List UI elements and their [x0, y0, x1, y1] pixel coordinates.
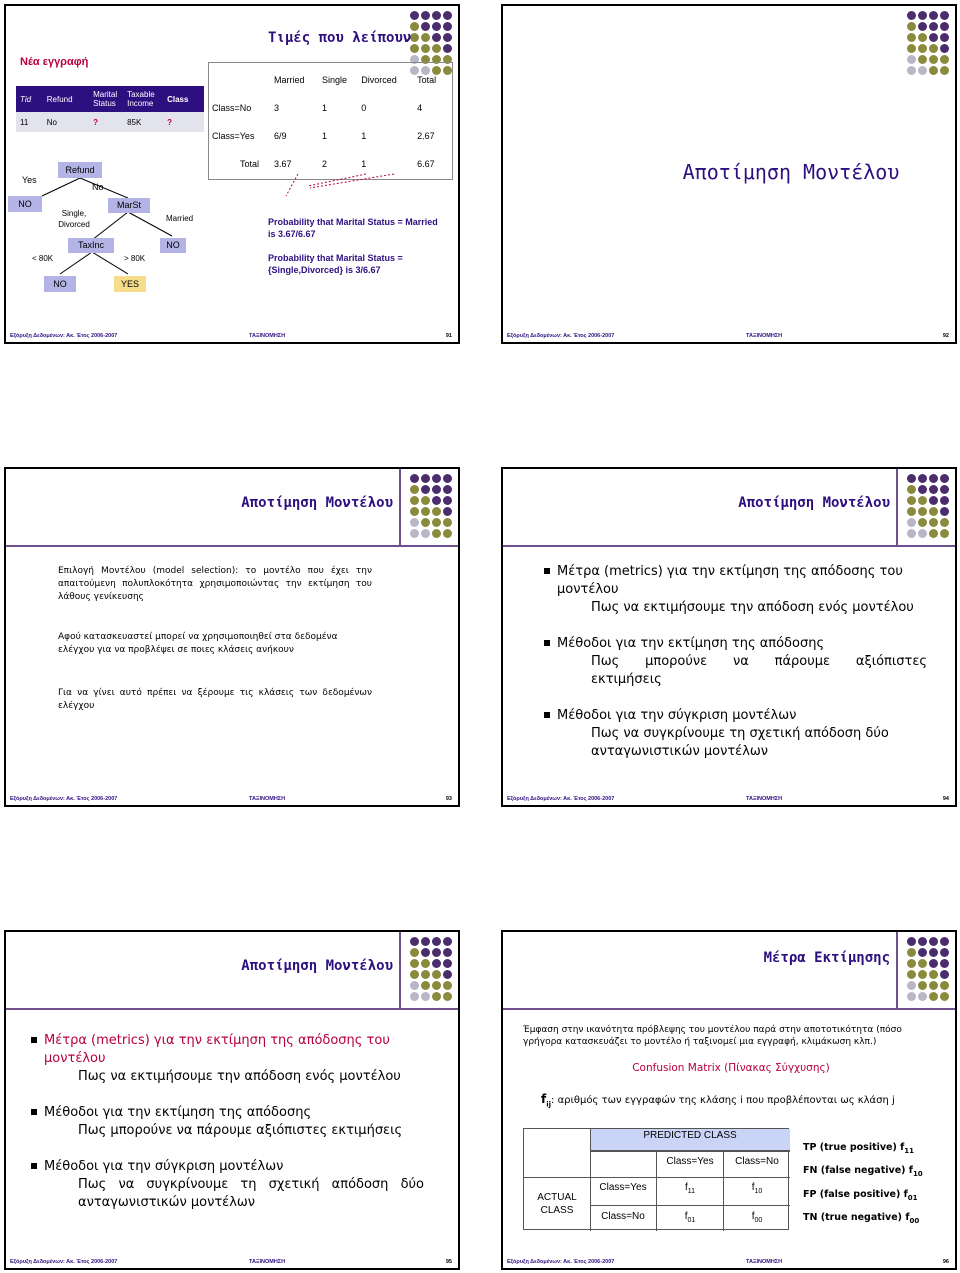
footer-course: Εξόρυξη Δεδομένων: Ακ. Έτος 2006-2007: [10, 1259, 118, 1265]
cell-f01-sub: 01: [687, 1217, 696, 1224]
footer-topic: ΤΑΞΙΝΟΜΗΣΗ: [249, 1259, 286, 1265]
dot-icon: [907, 507, 916, 516]
dot-icon: [443, 948, 452, 957]
dot-icon: [918, 33, 927, 42]
confusion-legend: [803, 1138, 953, 1232]
tree-edge-yes: Yes: [22, 175, 37, 185]
missing-row-label: Total: [240, 159, 260, 169]
dot-icon: [929, 55, 938, 64]
slide-footer: [503, 332, 955, 342]
dot-icon: [421, 981, 430, 990]
dot-icon: [918, 529, 927, 538]
bullet-metrics: Μέτρα (metrics) για την εκτίμηση της απόδοσης του μοντέλου: [543, 563, 927, 599]
dot-icon: [421, 529, 430, 538]
bullet-metrics: Μέτρα (metrics) για την εκτίμηση της απόδοσης του μοντέλου: [30, 1032, 424, 1068]
col-class-yes: Class=Yes: [666, 1156, 714, 1167]
tree-leaf-yes: YES: [114, 276, 146, 292]
legend-tp: [803, 1138, 953, 1161]
confusion-matrix-title: Confusion Matrix (Πίνακας Σύγχυσης): [632, 1062, 830, 1074]
dot-icon: [907, 937, 916, 946]
dot-icon: [907, 959, 916, 968]
dot-icon: [432, 937, 441, 946]
legend-fn-text: FN (false negative) f: [803, 1165, 913, 1177]
confusion-matrix: [523, 1128, 789, 1230]
tree-leaf-no: NO: [8, 196, 42, 212]
matrix-divider: [590, 1205, 790, 1206]
dot-icon: [410, 937, 419, 946]
dot-icon: [918, 66, 927, 75]
dot-icon: [907, 11, 916, 20]
missing-header-married: Married: [274, 75, 305, 85]
dot-icon: [918, 22, 927, 31]
dot-icon: [929, 507, 938, 516]
dot-icon: [410, 507, 419, 516]
dot-icon: [929, 948, 938, 957]
dot-icon: [929, 11, 938, 20]
dot-icon: [432, 474, 441, 483]
dot-icon: [421, 948, 430, 957]
dot-icon: [421, 507, 430, 516]
header-divider-vertical: [896, 469, 898, 545]
missing-cell: 3: [274, 103, 280, 113]
legend-fp-sub: 01: [907, 1193, 918, 1202]
record-header-income: Taxable Income: [127, 90, 155, 108]
dot-icon: [918, 992, 927, 1001]
dot-icon: [940, 11, 949, 20]
slide-title: Μέτρα Εκτίμησης: [763, 950, 890, 966]
tree-leaf-no: NO: [160, 238, 186, 253]
header-divider-horizontal: [6, 1008, 458, 1010]
dot-icon: [940, 66, 949, 75]
dot-icon: [432, 992, 441, 1001]
probability-married-text: Probability that Marital Status = Married is 3.67/6.67: [268, 217, 438, 239]
dot-icon: [443, 529, 452, 538]
dot-icon: [940, 485, 949, 494]
missing-cell: 2: [321, 159, 327, 169]
legend-tp-sub: 11: [904, 1146, 915, 1155]
footer-page-number: 92: [942, 333, 949, 339]
record-cell-refund: No: [46, 117, 57, 127]
bullet-estimation-sub: Πως μπορούνε να πάρουμε αξιόπιστες εκτιμήσεις: [78, 1123, 403, 1138]
dot-icon: [918, 44, 927, 53]
dot-icon: [907, 485, 916, 494]
slide-94: [501, 467, 957, 807]
dot-icon: [907, 22, 916, 31]
bullet-estimation-methods: Μέθοδοι για την εκτίμηση της απόδοσης: [543, 635, 927, 653]
dot-icon: [421, 959, 430, 968]
slide-93: [4, 467, 460, 807]
fij-definition-text: : αριθμός των εγγραφών της κλάσης i που προβλέπονται ως κλάση j: [551, 1095, 895, 1106]
footer-page-number: 94: [942, 796, 949, 802]
dot-icon: [940, 44, 949, 53]
dot-icon: [929, 937, 938, 946]
footer-page-number: 93: [445, 796, 452, 802]
missing-cell: 4: [417, 103, 423, 113]
dot-icon: [940, 496, 949, 505]
row-class-no: Class=No: [601, 1211, 645, 1222]
cell-f00: $f_{00}$: [751, 1211, 763, 1224]
missing-row-label: Class=No: [212, 103, 252, 113]
footer-course: Εξόρυξη Δεδομένων: Ακ. Έτος 2006-2007: [507, 333, 615, 339]
legend-fp-text: FP (false positive) f: [803, 1188, 908, 1200]
dot-icon: [940, 981, 949, 990]
missing-header-total: Total: [417, 75, 437, 85]
missing-cell: 1: [321, 131, 327, 141]
dot-icon: [918, 485, 927, 494]
decorative-dots-icon: [907, 474, 949, 538]
footer-topic: ΤΑΞΙΝΟΜΗΣΗ: [249, 333, 286, 339]
dot-icon: [432, 518, 441, 527]
matrix-divider: [590, 1151, 790, 1152]
tree-edge-lt80: < 80K: [32, 254, 54, 263]
footer-course: Εξόρυξη Δεδομένων: Ακ. Έτος 2006-2007: [10, 333, 118, 339]
missing-cell: 0: [361, 103, 367, 113]
dot-icon: [421, 474, 430, 483]
fij-symbol: $f_{ij}$: [541, 1092, 552, 1109]
dot-icon: [410, 474, 419, 483]
dot-icon: [410, 981, 419, 990]
dot-icon: [929, 66, 938, 75]
dot-icon: [443, 937, 452, 946]
legend-fn: [803, 1161, 953, 1184]
dot-icon: [443, 981, 452, 990]
dot-icon: [907, 981, 916, 990]
missing-row-label: Class=Yes: [212, 131, 255, 141]
paragraph-know-classes: Για να γίνει αυτό πρέπει να ξέρουμε τις κλάσεις των δεδομένων ελέγχου: [58, 688, 372, 711]
tree-edge-single-divorced: Single, Divorced: [58, 209, 90, 229]
cell-f10-sub: 10: [754, 1188, 763, 1195]
matrix-divider: [590, 1177, 790, 1178]
tree-edge-married: Married: [166, 214, 194, 223]
dot-icon: [907, 33, 916, 42]
tree-edge-no: No: [92, 182, 104, 192]
record-cell-marital: ?: [93, 117, 98, 127]
dot-icon: [421, 992, 430, 1001]
header-divider-horizontal: [503, 1008, 955, 1010]
dot-icon: [410, 959, 419, 968]
record-header-class: Class: [167, 94, 189, 104]
dot-icon: [929, 981, 938, 990]
dot-icon: [929, 496, 938, 505]
missing-header-divorced: Divorced: [361, 75, 397, 85]
cell-f10: $f_{10}$: [751, 1182, 763, 1195]
bullet-estimation-sub: Πως μπορούνε να πάρουμε αξιόπιστες εκτιμήσεις: [591, 654, 927, 687]
dot-icon: [907, 992, 916, 1001]
record-header-marital: Marital Status: [93, 90, 118, 108]
missing-cell: 3.67: [274, 159, 292, 169]
probability-single-divorced-text: Probability that Marital Status ={Single,Divorced} is 3/6.67: [268, 253, 403, 275]
tree-leaf-no: NO: [44, 276, 76, 292]
legend-tp-text: TP (true positive) f: [803, 1142, 905, 1153]
missing-cell: 1: [361, 159, 367, 169]
cell-f11: $f_{11}$: [684, 1182, 696, 1195]
bullet-comparison-sub: Πως να συγκρίνουμε τη σχετική απόδοση δύο ανταγωνιστικών μοντέλων: [591, 726, 889, 759]
fij-definition: [541, 1092, 951, 1108]
footer-course: Εξόρυξη Δεδομένων: Ακ. Έτος 2006-2007: [507, 796, 615, 802]
dot-icon: [443, 507, 452, 516]
dot-icon: [410, 496, 419, 505]
slide-title: Αποτίμηση Μοντέλου: [738, 495, 890, 511]
footer-course: Εξόρυξη Δεδομένων: Ακ. Έτος 2006-2007: [507, 1259, 615, 1265]
dot-icon: [443, 959, 452, 968]
decorative-dots-icon: [410, 937, 452, 1001]
metrics-list: [543, 563, 927, 761]
slide-footer: [6, 795, 458, 805]
dot-icon: [918, 507, 927, 516]
dot-icon: [940, 507, 949, 516]
footer-topic: ΤΑΞΙΝΟΜΗΣΗ: [746, 796, 783, 802]
dot-icon: [907, 948, 916, 957]
footer-topic: ΤΑΞΙΝΟΜΗΣΗ: [746, 1259, 783, 1265]
dot-icon: [918, 518, 927, 527]
decorative-dots-icon: [907, 11, 949, 75]
dot-icon: [907, 66, 916, 75]
dot-icon: [907, 529, 916, 538]
dot-icon: [918, 959, 927, 968]
dot-icon: [421, 518, 430, 527]
dot-icon: [929, 518, 938, 527]
slide-footer: [6, 332, 458, 342]
record-cell-income: 85K: [127, 117, 142, 127]
dot-icon: [907, 44, 916, 53]
slide-footer: [6, 1258, 458, 1268]
tree-node-taxinc: TaxInc: [68, 238, 114, 253]
dot-icon: [929, 992, 938, 1001]
header-divider-vertical: [399, 469, 401, 545]
dot-icon: [918, 11, 927, 20]
bullet-comparison-methods: Μέθοδοι για την σύγκριση μοντέλων: [30, 1158, 424, 1176]
dot-icon: [940, 948, 949, 957]
footer-topic: ΤΑΞΙΝΟΜΗΣΗ: [746, 333, 783, 339]
dot-icon: [432, 529, 441, 538]
dot-icon: [421, 970, 430, 979]
slide-footer: [503, 1258, 955, 1268]
bullet-metrics-sub: Πως να εκτιμήσουμε την απόδοση ενός μοντέλου: [591, 600, 914, 615]
slide-title: Αποτίμηση Μοντέλου: [682, 160, 900, 184]
dot-icon: [907, 55, 916, 64]
header-divider-horizontal: [6, 545, 458, 547]
record-cell-tid: 11: [20, 117, 29, 127]
dot-icon: [410, 518, 419, 527]
dot-icon: [907, 518, 916, 527]
header-divider-vertical: [896, 932, 898, 1008]
dot-icon: [940, 992, 949, 1001]
dot-icon: [918, 496, 927, 505]
footer-page-number: 96: [942, 1259, 949, 1265]
footer-course: Εξόρυξη Δεδομένων: Ακ. Έτος 2006-2007: [10, 796, 118, 802]
metrics-list: [30, 1032, 424, 1212]
dot-icon: [929, 33, 938, 42]
dot-icon: [432, 507, 441, 516]
dot-icon: [929, 959, 938, 968]
dot-icon: [907, 970, 916, 979]
dot-icon: [918, 937, 927, 946]
dot-icon: [940, 22, 949, 31]
dot-icon: [432, 959, 441, 968]
dot-icon: [443, 474, 452, 483]
dot-icon: [940, 518, 949, 527]
dot-icon: [432, 981, 441, 990]
slide-92: [501, 4, 957, 344]
dot-icon: [940, 959, 949, 968]
paragraph-apply-test-data: Αφού κατασκευαστεί μπορεί να χρησιμοποιηθεί στα δεδομένα ελέγχου για να προβλέψει σε ποιες κλάσεις ανήκουν: [58, 632, 338, 655]
legend-fp: [803, 1185, 953, 1208]
dot-icon: [918, 948, 927, 957]
missing-header-single: Single: [321, 75, 347, 85]
footer-page-number: 91: [445, 333, 452, 339]
cell-f01: $f_{01}$: [684, 1211, 696, 1224]
slide-footer: [503, 795, 955, 805]
col-class-no: Class=No: [735, 1156, 779, 1167]
cell-f00-sub: 00: [754, 1217, 763, 1224]
dot-icon: [940, 33, 949, 42]
bullet-metrics-sub: Πως να εκτιμήσουμε την απόδοση ενός μοντέλου: [78, 1069, 401, 1084]
dot-icon: [929, 485, 938, 494]
dot-icon: [443, 485, 452, 494]
record-header-refund: Refund: [46, 94, 73, 104]
header-divider-vertical: [399, 932, 401, 1008]
dot-icon: [918, 55, 927, 64]
footer-topic: ΤΑΞΙΝΟΜΗΣΗ: [249, 796, 286, 802]
dot-icon: [410, 485, 419, 494]
dot-icon: [410, 970, 419, 979]
dot-icon: [432, 485, 441, 494]
dot-icon: [940, 55, 949, 64]
dot-icon: [432, 948, 441, 957]
dot-icon: [940, 529, 949, 538]
slide-96: [501, 930, 957, 1270]
dot-icon: [410, 529, 419, 538]
missing-cell: 1: [361, 131, 367, 141]
dot-icon: [421, 937, 430, 946]
row-class-yes: Class=Yes: [599, 1182, 647, 1193]
new-record-label: Νέα εγγραφή: [20, 56, 89, 68]
missing-cell: 2.67: [417, 131, 435, 141]
dot-icon: [929, 44, 938, 53]
dot-icon: [929, 970, 938, 979]
matrix-divider: [524, 1177, 590, 1178]
tree-edge-gt80: > 80K: [124, 254, 146, 263]
decorative-dots-icon: [907, 937, 949, 1001]
dot-icon: [410, 992, 419, 1001]
dot-icon: [929, 529, 938, 538]
dot-icon: [421, 496, 430, 505]
dot-icon: [940, 474, 949, 483]
bullet-comparison-methods: Μέθοδοι για την σύγκριση μοντέλων: [543, 707, 927, 725]
cell-f11-sub: 11: [687, 1188, 696, 1195]
header-divider-horizontal: [503, 545, 955, 547]
dot-icon: [918, 981, 927, 990]
legend-fn-sub: 10: [912, 1170, 923, 1179]
dot-icon: [918, 474, 927, 483]
missing-values-title: Τιμές που λείπουν: [268, 30, 412, 46]
dot-icon: [410, 948, 419, 957]
missing-cell: 6.67: [417, 159, 435, 169]
dot-icon: [421, 485, 430, 494]
dot-icon: [443, 992, 452, 1001]
slide-title: Αποτίμηση Μοντέλου: [241, 495, 393, 511]
dot-icon: [940, 970, 949, 979]
dot-icon: [443, 970, 452, 979]
footer-page-number: 95: [445, 1259, 452, 1265]
tree-node-refund: Refund: [58, 162, 102, 178]
missing-cell: 1: [321, 103, 327, 113]
actual-class-label: ACTUAL CLASS: [537, 1192, 577, 1216]
missing-cell: 6/9: [274, 131, 287, 141]
dot-icon: [940, 937, 949, 946]
paragraph-model-selection: Επιλογή Μοντέλου (model selection): το μοντέλο που έχει την απαιτούμενη πολυπλοκότητα χρησιμοποιώντας την εκτίμηση του λάθους γενίκευσης: [58, 566, 372, 602]
dot-icon: [432, 496, 441, 505]
dot-icon: [432, 970, 441, 979]
legend-tn: [803, 1208, 953, 1231]
bullet-comparison-sub: Πως να συγκρίνουμε τη σχετική απόδοση δύο ανταγωνιστικών μοντέλων: [78, 1177, 424, 1210]
slide-91: [4, 4, 460, 344]
intro-text: Έμφαση στην ικανότητα πρόβλεψης του μοντέλου παρά στην αποτοτικότητα (πόσο γρήγορα κατασκευάζει το μοντέλο ή ταξινομεί μια εγγραφή, κλιμάκωση κλπ.): [523, 1025, 902, 1047]
dot-icon: [443, 518, 452, 527]
dot-icon: [929, 474, 938, 483]
slide-95: [4, 930, 460, 1270]
dot-icon: [443, 496, 452, 505]
record-cell-class: ?: [167, 117, 172, 127]
decorative-dots-icon: [410, 474, 452, 538]
legend-tn-text: TN (true negative) f: [803, 1212, 910, 1224]
slide-title: Αποτίμηση Μοντέλου: [241, 958, 393, 974]
record-header-tid: Tid: [20, 94, 32, 104]
tree-node-marst: MarSt: [108, 198, 150, 213]
legend-tn-sub: 00: [909, 1217, 920, 1226]
bullet-estimation-methods: Μέθοδοι για την εκτίμηση της απόδοσης: [30, 1104, 424, 1122]
dot-icon: [929, 22, 938, 31]
predicted-class-header: PREDICTED CLASS: [590, 1129, 790, 1151]
dot-icon: [907, 474, 916, 483]
dot-icon: [918, 970, 927, 979]
dot-icon: [907, 496, 916, 505]
